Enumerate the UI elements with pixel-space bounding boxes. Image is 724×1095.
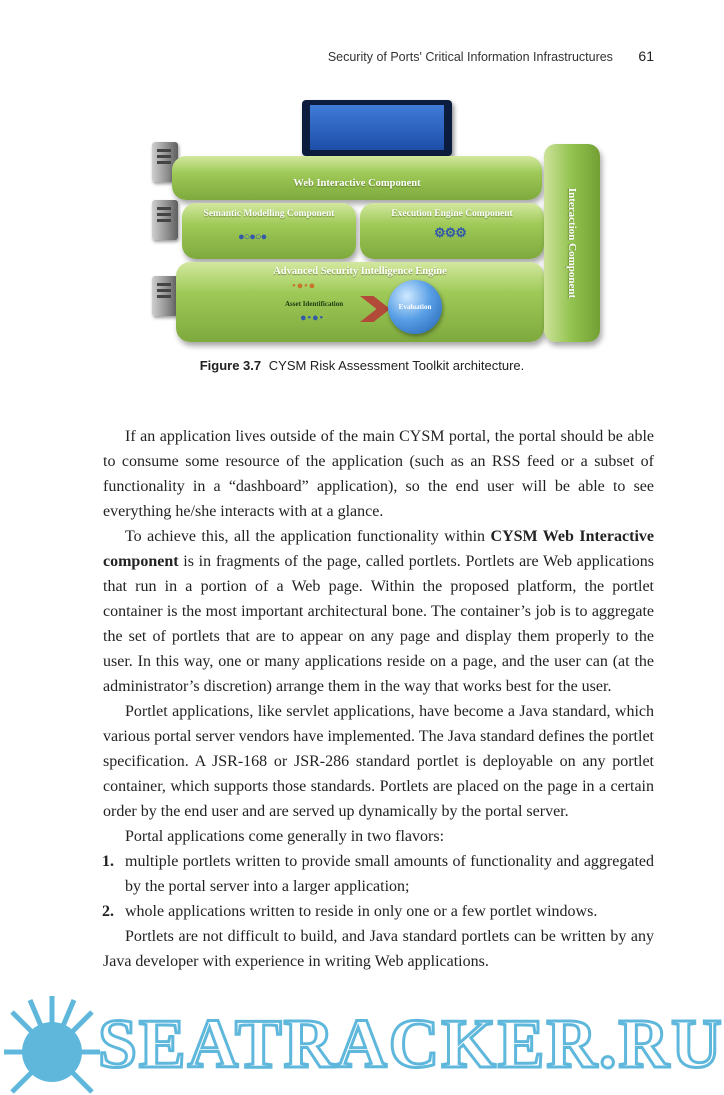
figure-caption-text: CYSM Risk Assessment Toolkit architecture. [268, 358, 525, 373]
numbered-list [103, 849, 654, 924]
monitor-icon [302, 100, 452, 156]
advanced-security-engine [176, 262, 544, 342]
interaction-label: Interaction Component [566, 187, 578, 299]
paragraph: If an application lives outside of the main CYSM portal, the portal should be able to consume some resource of the application (such as an RSS feed or a subset of functionality in a “dashboard” application), so the end user will be able to see everything he/she interacts with at a glance. [103, 428, 654, 520]
execution-engine-label: Execution Engine Component [391, 209, 513, 219]
advanced-security-label: Advanced Security Intelligence Engine [273, 266, 447, 277]
asset-identification-label: Asset Identification [285, 300, 344, 308]
running-head [120, 48, 654, 64]
sun-icon [4, 996, 100, 1092]
figure-caption [0, 358, 724, 373]
interaction-component [544, 144, 600, 342]
execution-engine-component [360, 203, 544, 259]
semantic-modelling-label: Semantic Modelling Component [203, 209, 335, 219]
asset-cluster-icon: ● • ● • [300, 312, 323, 324]
semantic-modelling-component [182, 203, 356, 259]
paragraph: Portlet applications, like servlet applications, have become a Java standard, which various portal server vendors have implemented. The Java standard defines the portlet specification. A JSR-168 or JSR-286 standard portlet is deployable on any portlet container, which supports those standards. Portlets are placed on the page in a certain order by the end user and are served up dynamically by the portal server. [103, 703, 654, 820]
web-interactive-label: Web Interactive Component [293, 178, 421, 189]
web-interactive-component [172, 156, 542, 200]
graph-icon: ●○●○● [238, 231, 267, 243]
body-text [103, 424, 654, 974]
paragraph: Portlets are not difficult to build, and Java standard portlets can be written by any Java developer with experience in writing Web applications. [103, 928, 654, 970]
watermark-text: SEATRACKER.RU [98, 1006, 724, 1083]
engine-icon: ⚙⚙⚙ [434, 225, 466, 240]
server-icon [152, 276, 178, 316]
server-icon [152, 200, 178, 240]
list-item: 2. whole applications written to reside in only one or a few portlet windows. [102, 903, 598, 920]
figure-label: Figure 3.7 [199, 358, 262, 373]
evaluation-sphere: Evaluation [388, 280, 442, 334]
paragraph: Portal applications come generally in two flavors: [125, 828, 445, 845]
bold-term: CYSM Web Interactive component [103, 528, 654, 570]
asset-cluster-icon: • ● • ● [292, 280, 315, 292]
paragraph: To achieve this, all the application functionality within CYSM Web Interactive component is in fragments of the page, called portlets. Portlets are Web applications that run in a portion of a Web page. Within the proposed platform, the portlet container is the most important architectural bone. The container’s job is to aggregate the set of portlets that are to appear on any page and display them properly to the user. In this way, one or many applications reside on a page, and the user can (at the administrator’s discretion) arrange them in the way that works best for the user. [103, 528, 654, 695]
architecture-figure [150, 100, 604, 344]
running-title: Security of Ports' Critical Information Infrastructures [327, 50, 613, 64]
page-number: 61 [638, 48, 654, 64]
list-item: 1. multiple portlets written to provide small amounts of functionality and aggregated by the portal server into a larger application; [102, 853, 654, 895]
